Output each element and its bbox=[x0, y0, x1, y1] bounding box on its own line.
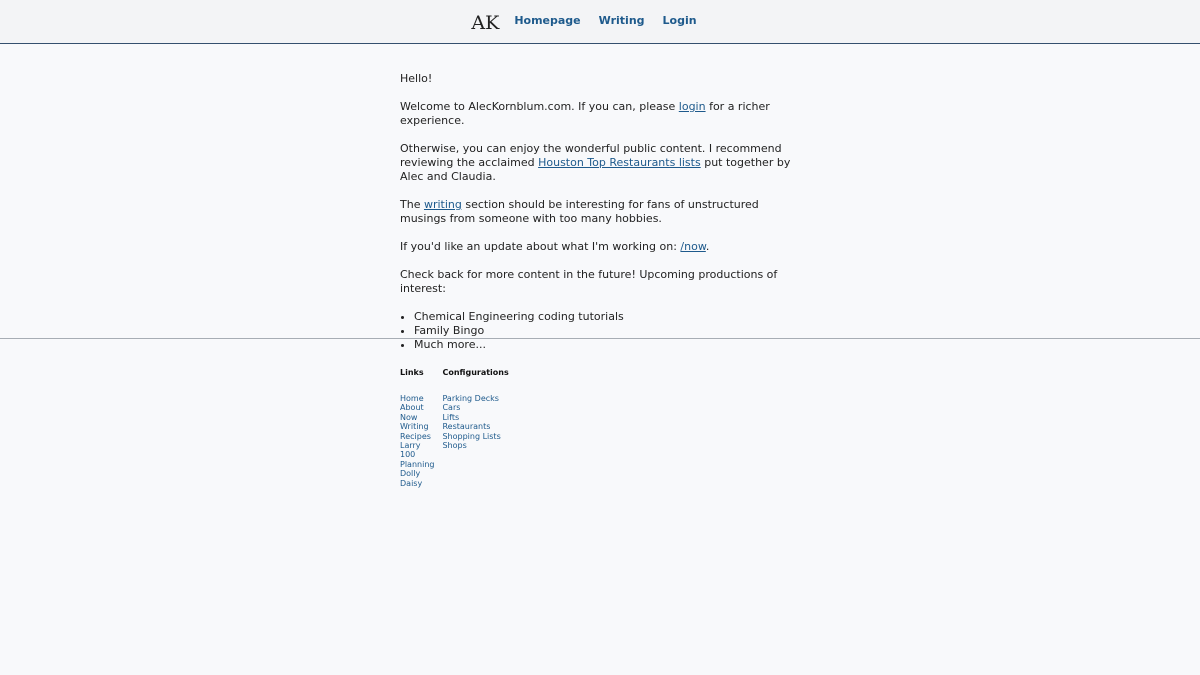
footer-config-restaurants[interactable]: Restaurants bbox=[442, 422, 491, 432]
welcome-paragraph bbox=[400, 100, 800, 128]
footer-link-home[interactable]: Home bbox=[400, 394, 424, 403]
otherwise-paragraph bbox=[400, 142, 800, 184]
otherwise-text-end: put together by Alec and Claudia. bbox=[400, 156, 791, 183]
footer-link-daisy[interactable]: Daisy bbox=[400, 478, 423, 488]
update-text-end: . bbox=[705, 240, 710, 253]
footer-config-parking-decks[interactable]: Parking Decks bbox=[442, 394, 499, 403]
footer-link-writing[interactable]: Writing bbox=[400, 422, 429, 432]
footer-link-larry[interactable]: Larry bbox=[400, 441, 421, 451]
footer-configurations-column bbox=[442, 367, 508, 488]
writing-link[interactable]: writing bbox=[423, 198, 462, 211]
top-nav bbox=[471, 0, 714, 43]
now-link[interactable]: /now bbox=[680, 240, 706, 253]
footer-links-title: Links bbox=[400, 368, 424, 377]
footer-configurations-title: Configurations bbox=[442, 368, 509, 377]
main-content bbox=[400, 72, 800, 352]
footer-link-planning[interactable]: Planning bbox=[400, 459, 435, 469]
site-logo[interactable]: AK bbox=[471, 12, 500, 34]
welcome-text: Welcome to AlecKornblum.com. If you can, please bbox=[400, 100, 679, 113]
footer-links-column bbox=[400, 367, 434, 488]
writing-text: The bbox=[400, 198, 424, 211]
footer-link-recipes[interactable]: Recipes bbox=[400, 431, 431, 441]
footer-config-shopping-lists[interactable]: Shopping Lists bbox=[442, 431, 501, 441]
footer-link-100[interactable]: 100 bbox=[400, 450, 416, 460]
footer-config-cars[interactable]: Cars bbox=[442, 403, 461, 413]
footer-config-shops[interactable]: Shops bbox=[442, 441, 467, 451]
update-paragraph bbox=[400, 240, 800, 254]
nav-writing[interactable]: Writing bbox=[598, 14, 645, 27]
list-item: • Much more... bbox=[414, 338, 800, 352]
main-section bbox=[0, 44, 1200, 351]
writing-paragraph bbox=[400, 198, 800, 226]
footer-link-dolly[interactable]: Dolly bbox=[400, 469, 421, 479]
nav-login[interactable]: Login bbox=[662, 14, 697, 27]
upcoming-list bbox=[400, 310, 800, 352]
welcome-text-end: for a richer experience. bbox=[400, 100, 770, 127]
login-link[interactable]: login bbox=[678, 100, 706, 113]
list-item: • Family Bingo bbox=[414, 324, 800, 338]
restaurants-link[interactable]: Houston Top Restaurants lists bbox=[538, 156, 701, 169]
writing-text-end: section should be interesting for fans of unstructured musings from someone with too many hobbies. bbox=[400, 198, 759, 225]
site-header bbox=[0, 0, 1200, 44]
update-text: If you'd like an update about what I'm working on: bbox=[400, 240, 681, 253]
footer-link-now[interactable]: Now bbox=[400, 412, 418, 422]
check-back-paragraph: Check back for more content in the future! Upcoming productions of interest: bbox=[400, 268, 778, 295]
footer-columns bbox=[400, 367, 517, 488]
greeting: Hello! bbox=[400, 72, 433, 85]
nav-homepage[interactable]: Homepage bbox=[514, 14, 581, 27]
otherwise-text: Otherwise, you can enjoy the wonderful public content. I recommend reviewing the acclaimed bbox=[400, 142, 782, 169]
footer-link-about[interactable]: About bbox=[400, 403, 424, 413]
footer-config-lifts[interactable]: Lifts bbox=[442, 412, 460, 422]
list-item: • Chemical Engineering coding tutorials bbox=[414, 310, 800, 324]
